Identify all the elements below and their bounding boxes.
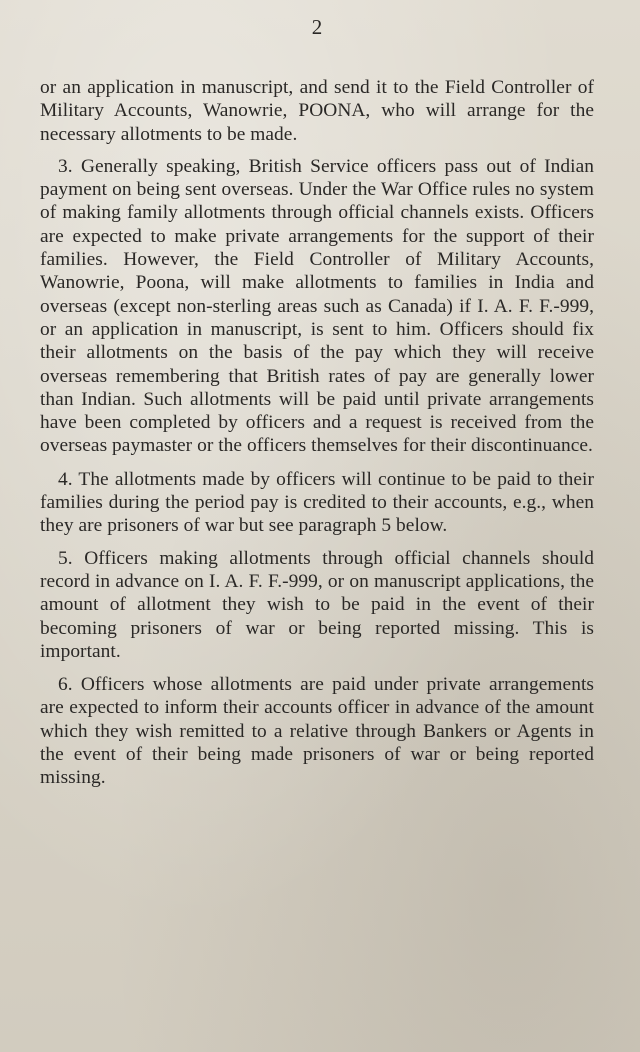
page-number: 2 bbox=[311, 15, 323, 39]
paragraph-4: 4. The allotments made by officers will continue to be paid to their families during the period pay is credited to their accounts, e.g., when they are prisoners of war but see paragraph 5 below. bbox=[40, 468, 594, 537]
paragraph-continued: or an application in manuscript, and send it to the Field Controller of Military Accounts, Wanowrie, POONA, who will arrange for the necessary allotments to be made. bbox=[40, 77, 594, 145]
paragraph-3: 3. Generally speaking, British Service officers pass out of Indian payment on being sent overseas. Under the War Office rules no system of making family allotments through official channels exists. Officers are expected to make private arrangements for the support of their families. However, the Field Controller of Military Accounts, Wanowrie, Poona, will make allotments to families in India and overseas (except non-sterling areas such as Canada) if I. A. F. F.-999, or an application in manuscript, is sent to him. Officers should fix their allotments on the basis of the pay which they will receive overseas remembering that British rates of pay are generally lower than Indian. Such allotments will be paid until private arrangements have been completed by officers and a request is received from the overseas paymaster or the officers themselves for their discontinuance. bbox=[40, 155, 594, 457]
paragraph-5: 5. Officers making allotments through official channels should record in advance on I. A. F. F.-999, or on manuscript applications, the amount of allotment they wish to be paid in the event of their becoming prisoners of war or being reported missing. This is important. bbox=[40, 547, 594, 662]
paragraph-6: 6. Officers whose allotments are paid under private arrangements are expected to inform their accounts officer in advance of the amount which they wish remitted to a relative through Bankers or Agents in the event of their being made prisoners of war or being reported missing. bbox=[40, 674, 594, 789]
